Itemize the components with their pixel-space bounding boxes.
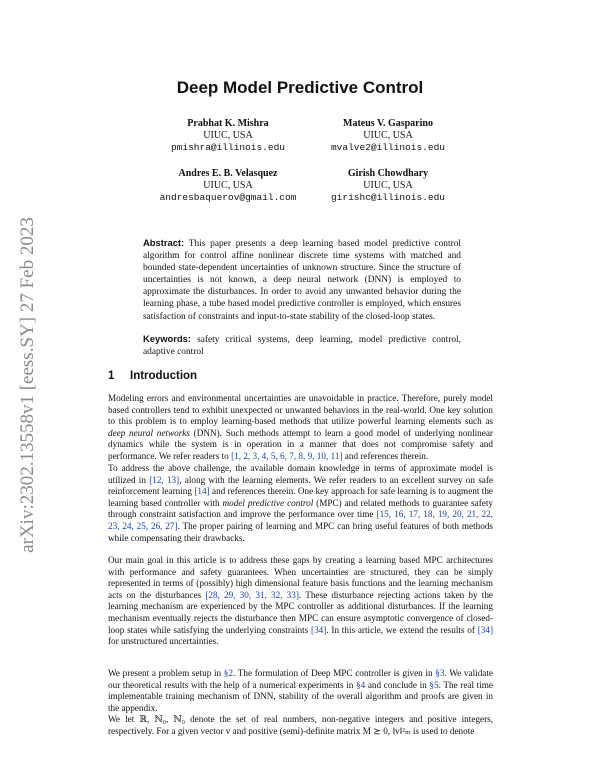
paragraph <box>108 463 493 544</box>
paragraph-text: . These disturbance rejecting actions taken by the learning mechanism are experienced by the MPC controller as additional disturbances. If the learning mechanism eventually rejects the disturbance then MPC can ensure asymptotic convergence of closed-loop states while satisfying the underlying constraints <box>108 589 493 635</box>
author-name: Girish Chowdhary <box>347 168 429 179</box>
section-link[interactable]: §4 <box>356 679 366 690</box>
author-block <box>298 118 478 154</box>
author-affiliation: UIUC, USA <box>203 180 253 191</box>
author-block <box>298 168 478 204</box>
author-email: pmishra@illinois.edu <box>170 142 286 153</box>
paragraph-text: (DNN). Such methods attempt to learn a good model of underlying nonlinear dynamics while the system is in operation in a manner that does not compromise safety and performance. We refer readers to <box>108 427 493 461</box>
emphasis-text: model predictive control <box>222 497 314 508</box>
paragraph-text: . We validate our theoretical results with the help of a numerical experiments in <box>108 668 494 690</box>
paper-title: Deep Model Predictive Control <box>176 78 424 97</box>
paragraph <box>108 555 493 648</box>
paragraph-text: . The formulation of Deep MPC controller is given in <box>232 668 436 678</box>
paragraph-text: . The proper pairing of learning and MPC can bring useful features of both methods while compensating their drawbacks. <box>108 520 493 543</box>
paragraph-text: Our main goal in this article is to address these gaps by creating a learning based MPC architectures with performance and safety guarantees. When uncertainties are structured, they can be simply represented in terms of (possibly) high dimensional feature basis functions and the learning mechanism acts on the disturbances <box>108 555 493 600</box>
citation-link[interactable]: [12, 13] <box>149 474 180 485</box>
author-block <box>138 168 318 204</box>
author-affiliation: UIUC, USA <box>203 130 253 141</box>
abstract <box>143 237 461 323</box>
author-name: Prabhat K. Mishra <box>187 118 269 129</box>
paragraph: We let ℝ, ℕ₀, ℕ₀ denote the set of real numbers, non-negative integers and positive integers, respectively. For a given vector v and positive (semi)-definite matrix M ⪰ 0, ‖v‖²ₘ is used to denote <box>108 714 493 736</box>
keywords-text: safety critical systems, deep learning, model predictive control, adaptive control <box>143 335 462 358</box>
arxiv-identifier: arXiv:2302.13558v1 [eess.SY] 27 Feb 2023 <box>17 217 38 553</box>
citation-link[interactable]: [34] <box>311 624 327 635</box>
paragraph <box>108 668 493 714</box>
author-email: mvalve2@illinois.edu <box>330 142 446 153</box>
paragraph-text: and references therein. One key approach for safe learning is to augment the learning based controller with <box>108 486 493 508</box>
paragraph-text: and conclude in <box>365 679 430 690</box>
citation-link[interactable]: [15, 16, 17, 18, 19, 20, 21, 22, 23, 24, 25, 26, 27] <box>108 509 493 531</box>
paragraph-text: To address the above challenge, the available domain knowledge in terms of approximate model is utilized in <box>108 463 493 485</box>
paragraph-text: , along with the learning elements. We refer readers to an excellent survey on safe reinforcement learning <box>108 474 494 497</box>
paragraph-text: and references therein. <box>342 450 429 461</box>
abstract-text: This paper presents a deep learning based model predictive control algorithm for control affine nonlinear discrete time systems with matched and bounded state-dependent uncertainties of unknown structure. Since the structure of uncertainties is not known, a deep neural network (DNN) is employed to approximate the disturbances. In order to avoid any unwanted behavior during the learning phase, a tube based model predictive controller is employed, which ensures satisfaction of constraints and input-to-state stability of the closed-loop states. <box>143 239 461 322</box>
paragraph-text: We present a problem setup in <box>108 668 224 678</box>
section-number: 1 <box>108 370 115 382</box>
paragraph-text: . In this article, we extend the results of <box>326 624 478 635</box>
section-link[interactable]: §3 <box>435 668 445 678</box>
abstract-label: Abstract: <box>143 237 185 248</box>
section-heading <box>108 370 197 382</box>
author-block <box>138 118 318 154</box>
paragraph <box>108 393 493 463</box>
citation-link[interactable]: [1, 2, 3, 4, 5, 6, 7, 8, 9, 10, 11] <box>231 450 343 461</box>
arxiv-identifier-sidebar <box>8 200 48 570</box>
citation-link[interactable]: [34] <box>477 624 494 635</box>
author-email: girishc@illinois.edu <box>330 192 446 203</box>
author-affiliation: UIUC, USA <box>363 180 413 191</box>
author-name: Mateus V. Gasparino <box>343 118 433 129</box>
section-link[interactable]: §5 <box>429 679 439 690</box>
keywords-label: Keywords: <box>143 333 191 344</box>
author-affiliation: UIUC, USA <box>363 130 413 141</box>
paragraph-text: . The real time implementable training mechanism of DNN, stability of the overall algorithm and proofs are given in the appendix. <box>108 679 494 713</box>
paragraph-text: Modeling errors and environmental uncertainties are unavoidable in practice. Therefore, purely model based controllers tend to exhibit unexpected or unwanted behaviors in the real-world. One key solution to this problem is to employ learning-based methods that utilize powerful learning elements such as <box>108 393 493 427</box>
paragraph-text: (MPC) and related methods to guarantee safety through constraint satisfaction and improve the performance over time <box>108 497 493 520</box>
citation-link[interactable]: [14] <box>194 486 210 497</box>
citation-link[interactable]: [28, 29, 30, 31, 32, 33] <box>205 589 299 600</box>
section-title: Introduction <box>130 370 198 382</box>
emphasis-text: deep neural networks <box>108 427 190 438</box>
keywords <box>143 333 461 358</box>
section-link[interactable]: §2 <box>223 668 233 678</box>
author-name: Andres E. B. Velasquez <box>178 168 278 179</box>
paragraph-text: for unstructured uncertainties. <box>108 636 219 647</box>
author-email: andresbaquerov@gmail.com <box>159 192 297 203</box>
